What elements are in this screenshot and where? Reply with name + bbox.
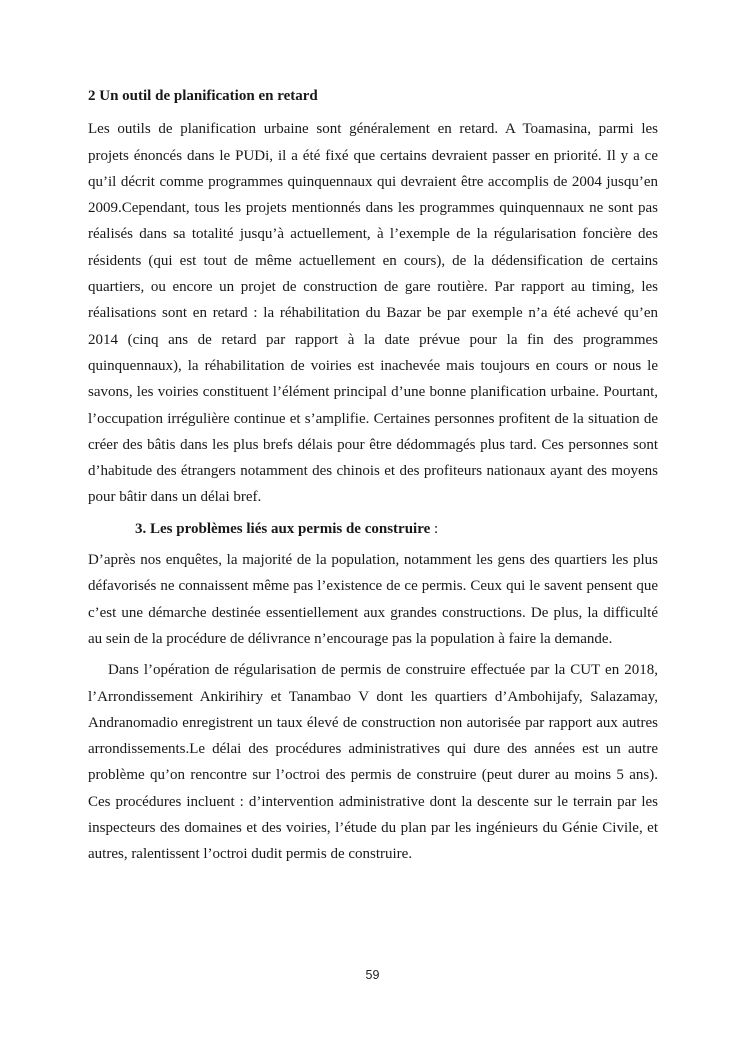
paragraph-enquetes-permis [88, 547, 658, 652]
text-line: Andranomadio enregistrent un taux élevé de construction non autorisée par rapport aux autres [88, 714, 658, 731]
text-line: quinquennaux), la réhabilitation de voiries est inachevée mais toujours en cours or nous le [88, 357, 658, 374]
text-line: au sein de la procédure de délivrance n’encourage pas la population à faire la demande. [88, 630, 613, 647]
text-line: Ces procédures incluent : d’intervention administrative dont la descente sur le terrain par les [88, 793, 658, 810]
document-body [88, 83, 658, 868]
section-3-heading-colon: : [430, 520, 439, 537]
text-line: 2009.Cependant, tous les projets mentionnés dans les programmes quinquennaux ne sont pas [88, 200, 658, 217]
text-line: quartiers, ou encore un projet de construction de gare routière. Par rapport au timing, les [88, 279, 658, 296]
text-line: réalisés dans sa totalité jusqu’à actuellement, à l’exemple de la régularisation foncière des [88, 226, 658, 243]
page-number: 59 [365, 968, 380, 982]
section-3-heading [88, 516, 658, 542]
text-line: projets énoncés dans le PUDi, il a été fixé que certains devraient passer en priorité. Il y a ce [88, 147, 658, 164]
text-line: créer des bâtis dans les plus brefs délais pour être dédommagés plus tard. Ces personnes sont [88, 436, 658, 453]
section-2-heading: 2 Un outil de planification en retard [88, 88, 318, 104]
text-line: arrondissements.Le délai des procédures administratives qui dure des années est un autre [88, 741, 658, 758]
text-line: d’habitude des étrangers notamment des chinois et des profiteurs nationaux ayant des moyens [88, 463, 658, 480]
text-line: résidents (qui est tout de même actuellement en cours), de la dédensification de certains [88, 252, 658, 269]
text-line: Les outils de planification urbaine sont généralement en retard. A Toamasina, parmi les [88, 121, 658, 138]
text-line: qu’il décrit comme programmes quinquennaux qui devraient être accomplis de 2004 jusqu’en [88, 173, 658, 190]
text-line: défavorisés ne connaissent même pas l’existence de ce permis. Ceux qui le savent pensent que [88, 578, 658, 595]
text-line: problème qu’on rencontre sur l’octroi des permis de construire (peut durer au moins 5 ans). [88, 767, 658, 784]
text-line: l’occupation irrégulière continue et s’amplifie. Certaines personnes profitent de la situation de [88, 410, 658, 427]
text-line: 2014 (cinq ans de retard par rapport à la date prévue pour la fin des programmes [88, 331, 658, 348]
text-line: réalisations sont en retard : la réhabilitation du Bazar be par exemple n’a été achevé qu’en [88, 305, 658, 322]
text-line: savons, les voiries constituent l’élément principal d’une bonne planification urbaine. Pourtant, [88, 384, 658, 401]
text-line: autres, ralentissent l’octroi dudit permis de construire. [88, 846, 413, 863]
paragraph-planification-retard [88, 116, 658, 510]
text-line: c’est une démarche destinée essentiellement aux grandes constructions. De plus, la difficulté [88, 604, 658, 621]
text-line: Dans l’opération de régularisation de permis de construire effectuée par la CUT en 2018, [108, 662, 658, 679]
section-3-heading-text: 3. Les problèmes liés aux permis de construire [135, 520, 431, 537]
text-line: l’Arrondissement Ankirihiry et Tanambao V dont les quartiers d’Ambohijafy, Salazamay, [88, 688, 658, 705]
text-line: D’après nos enquêtes, la majorité de la population, notamment les gens des quartiers les plus [88, 552, 658, 569]
text-line: pour bâtir dans un délai bref. [88, 489, 262, 506]
text-line: inspecteurs des domaines et des voiries, l’étude du plan par les ingénieurs du Génie Civile, et [88, 820, 658, 837]
paragraph-regularisation-cut [88, 657, 658, 867]
